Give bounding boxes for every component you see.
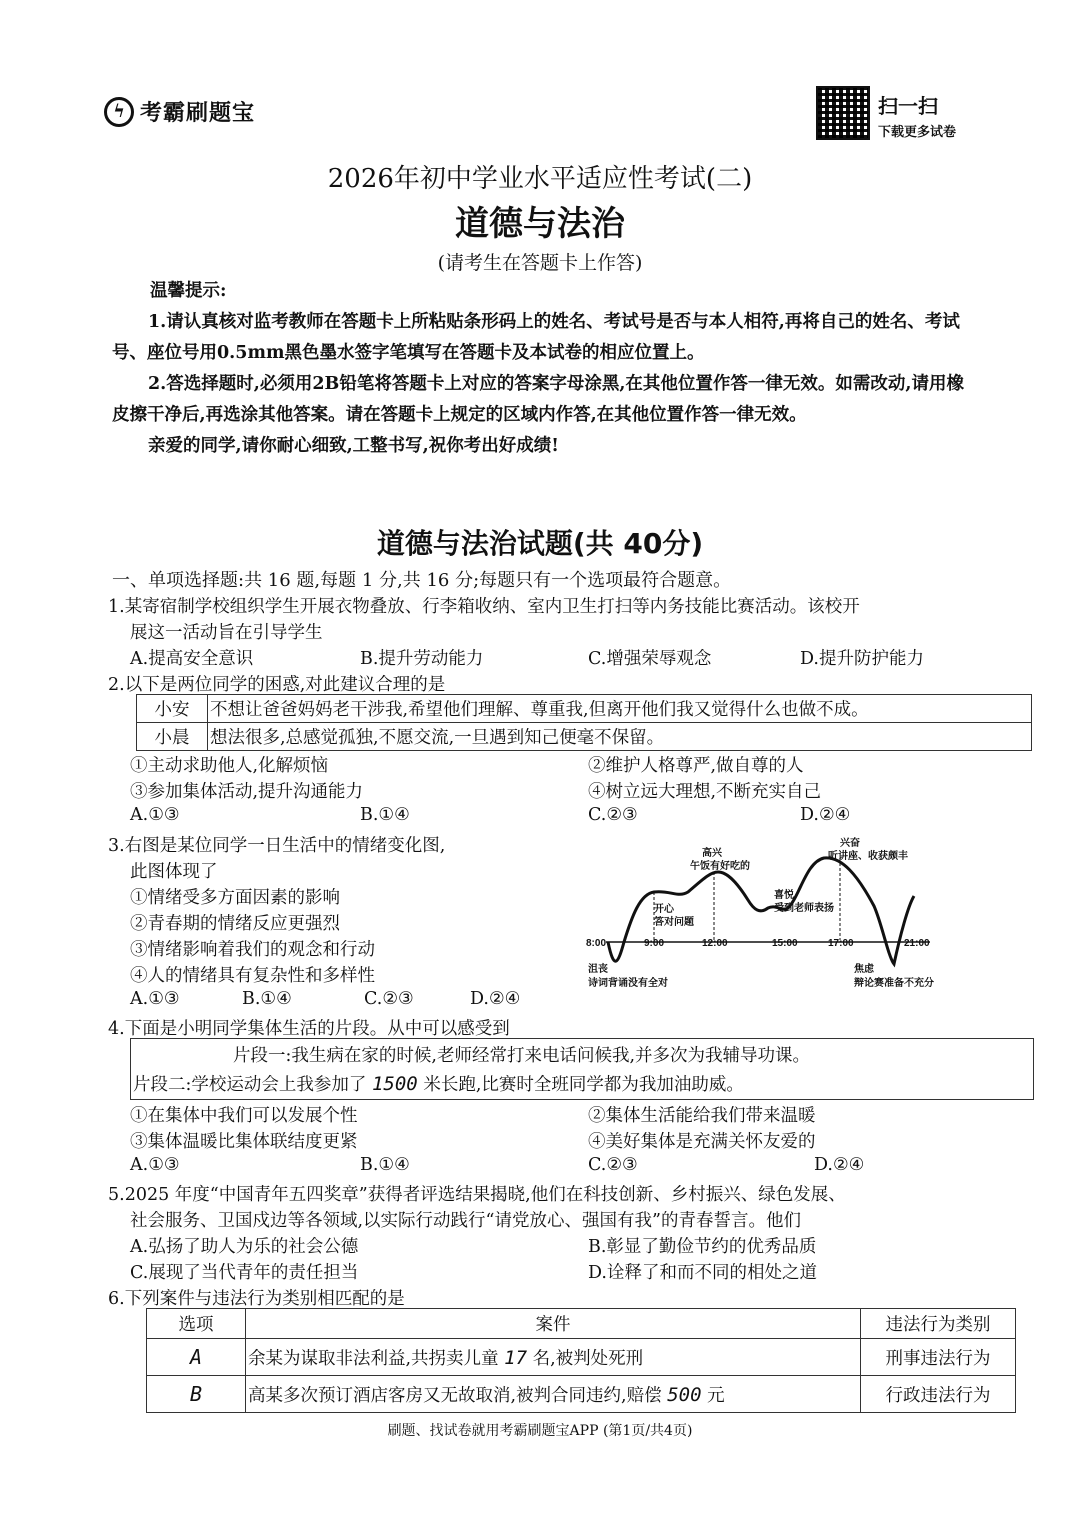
annotation-label: 焦虑 [854,964,874,975]
q3-stem-2: 此图体现了 [130,862,218,882]
q4-passage-1: 片段一:我生病在家的时候,老师经常打来电话问候我,并多次为我辅导功课。 [233,1046,811,1066]
q4-choice-3: ③集体温暖比集体联结度更紧 [130,1132,358,1152]
q6-case-a-num: 17 [504,1346,528,1369]
q6-option-a: A [147,1339,246,1376]
q6-header-option: 选项 [147,1309,246,1339]
q5-option-b: B.彰显了勤俭节约的优秀品质 [588,1237,817,1257]
q1-stem-1: 1.某寄宿制学校组织学生开展衣物叠放、行李箱收纳、室内卫生打扫等内务技能比赛活动。该校开 [108,597,860,617]
q2-option-d: D.②④ [800,805,851,825]
table-row [147,1376,1016,1413]
x-tick-label: 9:00 [644,938,665,949]
exam-tips [112,276,972,462]
annotation-label: 高兴 [702,848,722,859]
q2-text-1: 不想让爸爸妈妈老干涉我,希望他们理解、尊重我,但离开他们我又觉得什么也做不成。 [208,695,1032,723]
q4-choice-2: ②集体生活能给我们带来温暖 [588,1106,816,1126]
q3-option-a: A.①③ [130,989,180,1009]
q4-passage-box [130,1038,1034,1100]
q2-choice-3: ③参加集体活动,提升沟通能力 [130,782,364,802]
q1-option-b: B.提升劳动能力 [360,649,484,669]
q2-stem: 2.以下是两位同学的困惑,对此建议合理的是 [108,675,446,695]
q2-option-c: C.②③ [588,805,638,825]
annotation-label: 喜悦 [774,890,794,901]
x-tick-label: 12:00 [702,938,728,949]
q5-option-c: C.展现了当代青年的责任担当 [130,1263,359,1283]
subject-title: 道德与法治 [455,204,625,244]
tips-paragraph-3: 亲爱的同学,请你耐心细致,工整书写,祝你考出好成绩! [148,436,559,456]
x-tick-label: 15:00 [772,938,798,949]
q3-choice-3: ③情绪影响着我们的观念和行动 [130,940,375,960]
q4-option-c: C.②③ [588,1155,638,1175]
q2-text-2: 想法很多,总感觉孤独,不愿交流,一旦遇到知己便毫不保留。 [208,723,1032,751]
q4-passage-2a: 片段二:学校运动会上我参加了 [133,1075,367,1095]
q4-option-d: D.②④ [814,1155,865,1175]
q2-choice-4: ④树立远大理想,不断充实自己 [588,782,822,802]
q2-name-2: 小晨 [137,723,208,751]
q3-choice-4: ④人的情绪具有复杂性和多样性 [130,966,375,986]
q1-option-d: D.提升防护能力 [800,649,924,669]
x-tick-label: 21:00 [904,938,930,949]
x-tick-label: 8:00 [586,938,607,949]
lightning-bolt-icon: ϟ [104,97,134,127]
q6-type-a: 刑事违法行为 [861,1339,1016,1376]
exam-title: 2026年初中学业水平适应性考试(二) [327,164,753,194]
page-footer: 刷题、找试卷就用考霸刷题宝APP (第1页/共4页) [387,1423,693,1439]
part-heading: 一、单项选择题:共 16 题,每题 1 分,共 16 分;每题只有一个选项最符合题意。 [112,570,732,591]
q6-case-b-2: 元 [707,1385,725,1406]
q5-option-d: D.诠释了和而不同的相处之道 [588,1263,817,1283]
q4-option-b: B.①④ [360,1155,410,1175]
annotation-label: 开心 [654,904,674,915]
q4-stem: 4.下面是小明同学集体生活的片段。从中可以感受到 [108,1019,510,1039]
q3-option-b: B.①④ [242,989,292,1009]
q6-case-b [246,1376,861,1413]
q2-choice-2: ②维护人格尊严,做自尊的人 [588,756,804,776]
q3-choice-1: ①情绪受多方面因素的影响 [130,888,340,908]
q5-stem-2: 社会服务、卫国戍边等各领域,以实际行动践行“请党放心、强国有我”的青春誓言。他们 [130,1211,801,1231]
q4-choice-4: ④美好集体是充满关怀友爱的 [588,1132,816,1152]
q1-option-c: C.增强荣辱观念 [588,649,712,669]
tips-heading: 温馨提示: [150,281,227,301]
q4-distance: 1500 [371,1073,418,1095]
q6-header-type: 违法行为类别 [861,1309,1016,1339]
tips-paragraph-1: 1.请认真核对监考教师在答题卡上所粘贴条形码上的姓名、考试号是否与本人相符,再将自己的姓名、考试号、座位号用0.5mm黑色墨水签字笔填写在答题卡及本试卷的相应位置上。 [112,312,960,363]
q5-option-a: A.弘扬了助人为乐的社会公德 [130,1237,359,1257]
q3-option-c: C.②③ [364,989,414,1009]
scan-promo [878,90,956,140]
brand-logo [104,96,255,127]
q2-option-a: A.①③ [130,805,180,825]
table-row [137,723,1032,751]
x-tick-label: 17:00 [828,938,854,949]
q4-passage-2 [133,1071,744,1096]
q6-case-b-1: 高某多次预订酒店客房又无故取消,被判合同违约,赔偿 [248,1385,662,1406]
annotation-label: 兴奋 [840,838,860,849]
q2-table [136,694,1032,751]
q6-table [146,1308,1016,1413]
q6-type-b: 行政违法行为 [861,1376,1016,1413]
annotation-detail: 诗词背诵没有全对 [588,978,668,989]
q3-choice-2: ②青春期的情绪反应更强烈 [130,914,340,934]
annotation-detail: 午饭有好吃的 [690,861,750,872]
q6-case-b-num: 500 [667,1383,702,1406]
q4-choice-1: ①在集体中我们可以发展个性 [130,1106,358,1126]
scan-title: 扫一扫 [878,94,938,118]
qr-code-icon[interactable] [816,86,870,140]
section-title: 道德与法治试题(共 40分) [376,527,704,560]
q6-case-a-1: 余某为谋取非法利益,共拐卖儿童 [248,1348,499,1369]
q3-option-d: D.②④ [470,989,521,1009]
q4-option-a: A.①③ [130,1155,180,1175]
q5-stem-1: 5.2025 年度“中国青年五四奖章”获得者评选结果揭晓,他们在科技创新、乡村振兴、绿色发展、 [108,1185,846,1205]
brand-name: 考霸刷题宝 [140,101,256,126]
q1-option-a: A.提高安全意识 [130,649,254,669]
answer-note: (请考生在答题卡上作答) [437,252,643,274]
q4-passage-2b: 米长跑,比赛时全班同学都为我加油助威。 [423,1075,744,1095]
annotation-detail: 辩论赛准备不充分 [854,978,934,989]
q6-option-b: B [147,1376,246,1413]
q6-stem: 6.下列案件与违法行为类别相匹配的是 [108,1289,405,1309]
table-row [147,1309,1016,1339]
annotation-label: 沮丧 [588,964,608,975]
scan-subtitle: 下载更多试卷 [878,125,957,140]
tips-paragraph-2: 2.答选择题时,必须用2B铅笔将答题卡上对应的答案字母涂黑,在其他位置作答一律无效。如需改动,请用橡皮擦干净后,再选涂其他答案。请在答题卡上规定的区域内作答,在其他位置作答一律无效。 [112,374,965,425]
q1-stem-2: 展这一活动旨在引导学生 [130,623,323,643]
q2-name-1: 小安 [137,695,208,723]
annotation-detail: 答对问题 [654,917,694,928]
table-row [137,695,1032,723]
q3-stem-1: 3.右图是某位同学一日生活中的情绪变化图, [108,836,446,856]
emotion-chart [578,836,958,996]
q6-case-a [246,1339,861,1376]
q6-case-a-2: 名,被判处死刑 [532,1348,644,1369]
q2-choice-1: ①主动求助他人,化解烦恼 [130,756,329,776]
q6-header-case: 案件 [246,1309,861,1339]
annotation-detail: 受到老师表扬 [774,903,834,914]
annotation-detail: 听讲座、收获颇丰 [828,851,908,862]
table-row [147,1339,1016,1376]
q2-option-b: B.①④ [360,805,410,825]
